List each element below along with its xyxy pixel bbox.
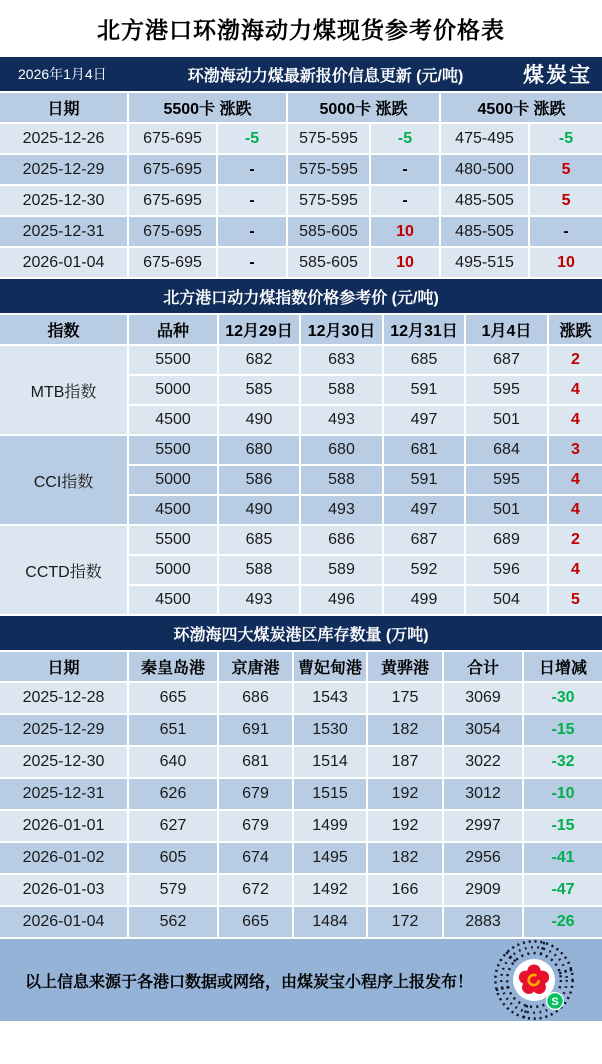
grade-cell: 4500 [128, 405, 218, 435]
stock-cell: 691 [218, 714, 293, 746]
page-title: 北方港口环渤海动力煤现货参考价格表 [97, 17, 505, 43]
brand-logo: 煤炭宝 [523, 64, 592, 87]
miniprogram-sun-code-icon [492, 938, 576, 1022]
column-header: 日期 [0, 651, 128, 682]
stock-cell: 674 [218, 842, 293, 874]
quote-table [0, 91, 602, 279]
column-header: 5000卡 涨跌 [287, 92, 440, 123]
stock-cell: 192 [367, 810, 443, 842]
date-cell: 2026-01-04 [0, 247, 128, 278]
grade-cell: 5000 [128, 375, 218, 405]
change-cell: -5 [217, 123, 287, 154]
value-cell: 687 [383, 525, 465, 555]
index-name-cell: CCI指数 [0, 435, 128, 525]
header-row [0, 314, 602, 345]
value-cell: 588 [218, 555, 300, 585]
stock-cell: 175 [367, 682, 443, 714]
column-header: 京唐港 [218, 651, 293, 682]
value-cell: 490 [218, 405, 300, 435]
column-header: 品种 [128, 314, 218, 345]
stock-cell: 3069 [443, 682, 523, 714]
value-cell: 680 [300, 435, 383, 465]
grade-cell: 5500 [128, 435, 218, 465]
stock-cell: 681 [218, 746, 293, 778]
footer-text: 以上信息来源于各港口数据或网络，由煤炭宝小程序上报发布！ [24, 973, 473, 991]
stock-cell: 562 [128, 906, 218, 938]
change-cell: -32 [523, 746, 602, 778]
value-cell: 684 [465, 435, 548, 465]
header-row [0, 92, 602, 123]
value-cell: 685 [383, 345, 465, 375]
quote-table-body [0, 123, 602, 278]
change-cell: - [217, 216, 287, 247]
date-cell: 2026-01-02 [0, 842, 128, 874]
table-row [0, 842, 602, 874]
report-date: 2026年1月4日 [18, 66, 107, 82]
value-cell: 496 [300, 585, 383, 615]
value-cell: 499 [383, 585, 465, 615]
table-row [0, 154, 602, 185]
stock-cell: 1499 [293, 810, 367, 842]
stock-cell: 3022 [443, 746, 523, 778]
table-row [0, 216, 602, 247]
svg-text:S: S [551, 996, 559, 1009]
change-cell: -47 [523, 874, 602, 906]
qr-code [492, 938, 576, 1022]
column-header: 秦皇岛港 [128, 651, 218, 682]
column-header: 黄骅港 [367, 651, 443, 682]
stock-cell: 192 [367, 778, 443, 810]
stock-cell: 182 [367, 714, 443, 746]
value-cell: 592 [383, 555, 465, 585]
column-header: 日增减 [523, 651, 602, 682]
value-cell: 493 [300, 495, 383, 525]
inventory-section-title: 环渤海四大煤炭港区库存数量 (万吨) [173, 626, 429, 644]
grade-cell: 4500 [128, 495, 218, 525]
value-cell: 588 [300, 375, 383, 405]
date-cell: 2025-12-30 [0, 185, 128, 216]
value-cell: 591 [383, 465, 465, 495]
change-cell: 3 [548, 435, 602, 465]
index-name-cell: CCTD指数 [0, 525, 128, 615]
value-cell: 683 [300, 345, 383, 375]
grade-cell: 5000 [128, 555, 218, 585]
header-row [0, 651, 602, 682]
change-cell: - [370, 185, 440, 216]
table-row [0, 345, 602, 375]
quote-section-bar [0, 57, 602, 91]
change-cell: -30 [523, 682, 602, 714]
change-cell: -26 [523, 906, 602, 938]
change-cell: 4 [548, 495, 602, 525]
price-cell: 675-695 [128, 216, 217, 247]
change-cell: 5 [529, 154, 602, 185]
table-row [0, 714, 602, 746]
price-cell: 675-695 [128, 123, 217, 154]
change-cell: -5 [529, 123, 602, 154]
inventory-section-bar [0, 616, 602, 650]
stock-cell: 1492 [293, 874, 367, 906]
change-cell: - [217, 185, 287, 216]
stock-cell: 166 [367, 874, 443, 906]
index-section-title: 北方港口动力煤指数价格参考价 (元/吨) [163, 289, 439, 307]
stock-cell: 665 [128, 682, 218, 714]
stock-cell: 2909 [443, 874, 523, 906]
price-cell: 585-605 [287, 247, 370, 278]
table-row [0, 906, 602, 938]
change-cell: 10 [370, 247, 440, 278]
stock-cell: 627 [128, 810, 218, 842]
change-cell: 5 [548, 585, 602, 615]
change-cell: 2 [548, 525, 602, 555]
stock-cell: 651 [128, 714, 218, 746]
value-cell: 490 [218, 495, 300, 525]
column-header: 合计 [443, 651, 523, 682]
miniprogram-badge-icon [547, 993, 564, 1010]
value-cell: 589 [300, 555, 383, 585]
change-cell: -15 [523, 810, 602, 842]
value-cell: 497 [383, 495, 465, 525]
stock-cell: 1495 [293, 842, 367, 874]
grade-cell: 5500 [128, 525, 218, 555]
date-cell: 2025-12-28 [0, 682, 128, 714]
quote-section-title: 环渤海动力煤最新报价信息更新 (元/吨) [187, 67, 464, 85]
price-cell: 575-595 [287, 123, 370, 154]
date-cell: 2025-12-31 [0, 216, 128, 247]
inventory-table-head [0, 651, 602, 682]
change-cell: 4 [548, 375, 602, 405]
date-cell: 2026-01-01 [0, 810, 128, 842]
value-cell: 682 [218, 345, 300, 375]
stock-cell: 2997 [443, 810, 523, 842]
column-header: 日期 [0, 92, 128, 123]
value-cell: 504 [465, 585, 548, 615]
index-table-head [0, 314, 602, 345]
stock-cell: 665 [218, 906, 293, 938]
value-cell: 687 [465, 345, 548, 375]
stock-cell: 1484 [293, 906, 367, 938]
stock-cell: 672 [218, 874, 293, 906]
value-cell: 595 [465, 465, 548, 495]
value-cell: 497 [383, 405, 465, 435]
stock-cell: 605 [128, 842, 218, 874]
change-cell: -10 [523, 778, 602, 810]
price-cell: 480-500 [440, 154, 529, 185]
price-cell: 485-505 [440, 185, 529, 216]
change-cell: -15 [523, 714, 602, 746]
price-cell: 575-595 [287, 185, 370, 216]
value-cell: 680 [218, 435, 300, 465]
value-cell: 596 [465, 555, 548, 585]
table-row [0, 247, 602, 278]
change-cell: 4 [548, 465, 602, 495]
change-cell: - [370, 154, 440, 185]
inventory-table-body [0, 682, 602, 938]
column-header: 曹妃甸港 [293, 651, 367, 682]
stock-cell: 3054 [443, 714, 523, 746]
column-header: 12月30日 [300, 314, 383, 345]
price-cell: 675-695 [128, 154, 217, 185]
column-header: 4500卡 涨跌 [440, 92, 602, 123]
table-row [0, 123, 602, 154]
index-name-cell: MTB指数 [0, 345, 128, 435]
change-cell: 10 [529, 247, 602, 278]
price-cell: 475-495 [440, 123, 529, 154]
change-cell: -41 [523, 842, 602, 874]
change-cell: - [217, 247, 287, 278]
value-cell: 586 [218, 465, 300, 495]
price-cell: 675-695 [128, 247, 217, 278]
date-cell: 2025-12-26 [0, 123, 128, 154]
price-cell: 495-515 [440, 247, 529, 278]
stock-cell: 187 [367, 746, 443, 778]
stock-cell: 679 [218, 810, 293, 842]
stock-cell: 2956 [443, 842, 523, 874]
value-cell: 501 [465, 405, 548, 435]
change-cell: - [529, 216, 602, 247]
stock-cell: 626 [128, 778, 218, 810]
stock-cell: 1543 [293, 682, 367, 714]
table-row [0, 185, 602, 216]
column-header: 指数 [0, 314, 128, 345]
change-cell: 4 [548, 555, 602, 585]
index-section-bar [0, 279, 602, 313]
stock-cell: 640 [128, 746, 218, 778]
date-cell: 2026-01-04 [0, 906, 128, 938]
table-row [0, 525, 602, 555]
stock-cell: 172 [367, 906, 443, 938]
quote-table-head [0, 92, 602, 123]
grade-cell: 5000 [128, 465, 218, 495]
value-cell: 595 [465, 375, 548, 405]
value-cell: 588 [300, 465, 383, 495]
value-cell: 685 [218, 525, 300, 555]
table-row [0, 874, 602, 906]
stock-cell: 686 [218, 682, 293, 714]
column-header: 涨跌 [548, 314, 602, 345]
value-cell: 689 [465, 525, 548, 555]
table-row [0, 435, 602, 465]
value-cell: 493 [300, 405, 383, 435]
date-cell: 2025-12-31 [0, 778, 128, 810]
stock-cell: 1514 [293, 746, 367, 778]
column-header: 1月4日 [465, 314, 548, 345]
column-header: 12月29日 [218, 314, 300, 345]
index-table [0, 313, 602, 616]
column-header: 12月31日 [383, 314, 465, 345]
value-cell: 591 [383, 375, 465, 405]
stock-cell: 182 [367, 842, 443, 874]
table-row [0, 810, 602, 842]
inventory-table [0, 650, 602, 939]
grade-cell: 4500 [128, 585, 218, 615]
date-cell: 2025-12-29 [0, 154, 128, 185]
stock-cell: 3012 [443, 778, 523, 810]
column-header: 5500卡 涨跌 [128, 92, 287, 123]
value-cell: 493 [218, 585, 300, 615]
table-row [0, 682, 602, 714]
stock-cell: 579 [128, 874, 218, 906]
price-cell: 485-505 [440, 216, 529, 247]
stock-cell: 1530 [293, 714, 367, 746]
stock-cell: 2883 [443, 906, 523, 938]
grade-cell: 5500 [128, 345, 218, 375]
index-table-body [0, 345, 602, 615]
table-row [0, 746, 602, 778]
value-cell: 585 [218, 375, 300, 405]
footer [0, 939, 602, 1021]
stock-cell: 679 [218, 778, 293, 810]
change-cell: 10 [370, 216, 440, 247]
price-cell: 575-595 [287, 154, 370, 185]
change-cell: 2 [548, 345, 602, 375]
date-cell: 2026-01-03 [0, 874, 128, 906]
price-cell: 585-605 [287, 216, 370, 247]
change-cell: - [217, 154, 287, 185]
date-cell: 2025-12-30 [0, 746, 128, 778]
change-cell: 4 [548, 405, 602, 435]
value-cell: 501 [465, 495, 548, 525]
change-cell: 5 [529, 185, 602, 216]
value-cell: 686 [300, 525, 383, 555]
change-cell: -5 [370, 123, 440, 154]
value-cell: 681 [383, 435, 465, 465]
price-cell: 675-695 [128, 185, 217, 216]
date-cell: 2025-12-29 [0, 714, 128, 746]
stock-cell: 1515 [293, 778, 367, 810]
table-row [0, 778, 602, 810]
